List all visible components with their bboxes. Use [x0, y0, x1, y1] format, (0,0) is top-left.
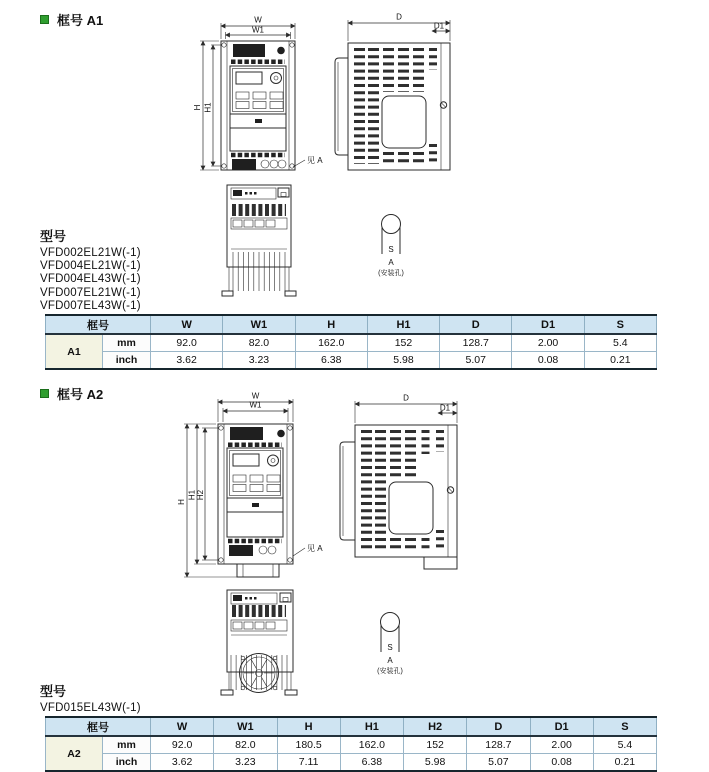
a2-dim-h1: H1	[187, 489, 197, 501]
a2-dim-h: H	[177, 499, 186, 505]
unit-cell: mm	[103, 736, 151, 754]
a2-dim-d: D	[403, 393, 409, 403]
value-cell: 128.7	[440, 334, 512, 352]
value-cell: 3.62	[151, 754, 214, 772]
a2-see-detail-label: 见 A	[307, 544, 323, 553]
unit-cell: inch	[103, 754, 151, 772]
dim-column-header: W	[151, 717, 214, 736]
a1-dim-h: H	[193, 104, 202, 111]
a2-hole-a-label: A	[387, 656, 393, 665]
a1-dim-d1: D1	[433, 21, 445, 31]
dim-column-header: S	[584, 315, 656, 334]
a1-front-view	[193, 16, 323, 171]
dim-column-header: H1	[340, 717, 403, 736]
value-cell: 128.7	[467, 736, 530, 754]
value-cell: 6.38	[340, 754, 403, 772]
section-heading-a1-label: 框号 A1	[57, 13, 104, 28]
dim-column-header: W	[151, 315, 223, 334]
value-cell: 5.4	[593, 736, 656, 754]
frame-label-cell: A1	[46, 334, 103, 369]
value-cell: 3.23	[223, 352, 295, 370]
a1-hole-caption: (安装孔)	[378, 270, 404, 277]
a1-dim-h1: H1	[203, 102, 213, 113]
table-row	[46, 754, 657, 772]
section-heading-a2	[40, 384, 103, 403]
value-cell: 0.08	[530, 754, 593, 772]
a1-dim-w1: W1	[252, 25, 264, 35]
value-cell: 5.98	[404, 754, 467, 772]
value-cell: 180.5	[277, 736, 340, 754]
section-heading-a1	[40, 10, 103, 29]
green-square-bullet-icon	[40, 15, 49, 24]
a2-bottom-view	[221, 590, 297, 695]
value-cell: 5.07	[467, 754, 530, 772]
a1-model-list	[40, 226, 141, 313]
a2-dim-h2: H2	[196, 489, 205, 501]
a2-hole-s-label: S	[387, 643, 393, 652]
table-row	[46, 352, 657, 370]
model-name: VFD007EL43W(-1)	[40, 299, 141, 312]
a1-hole-s-label: S	[388, 245, 394, 254]
dim-column-header: D1	[530, 717, 593, 736]
a2-side-view	[340, 394, 457, 570]
model-name: VFD002EL21W(-1)	[40, 247, 141, 259]
frame-header-cell: 框号	[46, 315, 151, 334]
dim-column-header: S	[593, 717, 656, 736]
a1-bottom-view	[222, 185, 296, 296]
a1-hole-a-label: A	[388, 258, 394, 267]
section-heading-a2-label: 框号 A2	[57, 387, 104, 402]
value-cell: 2.00	[512, 334, 584, 352]
value-cell: 82.0	[223, 334, 295, 352]
dim-column-header: H2	[404, 717, 467, 736]
value-cell: 92.0	[151, 736, 214, 754]
value-cell: 3.23	[214, 754, 277, 772]
unit-cell: mm	[103, 334, 151, 352]
value-cell: 5.4	[584, 334, 656, 352]
frame-a2-drawing	[175, 390, 470, 710]
value-cell: 5.07	[440, 352, 512, 370]
frame-a1-drawing	[185, 8, 470, 308]
frame-header-cell: 框号	[46, 717, 151, 736]
value-cell: 82.0	[214, 736, 277, 754]
table-row	[46, 334, 657, 352]
value-cell: 162.0	[295, 334, 367, 352]
a1-dim-w: W	[254, 15, 262, 25]
a2-hole-caption: (安装孔)	[377, 668, 403, 675]
table-row	[46, 736, 657, 754]
dim-column-header: W1	[223, 315, 295, 334]
dim-column-header: D	[440, 315, 512, 334]
a1-dimension-table	[45, 314, 657, 370]
a1-side-view	[335, 13, 450, 171]
value-cell: 152	[404, 736, 467, 754]
value-cell: 0.21	[593, 754, 656, 772]
a1-mounting-hole-detail	[378, 215, 404, 278]
a2-mounting-hole-detail	[377, 613, 403, 676]
green-square-bullet-icon	[40, 389, 49, 398]
dim-column-header: H	[277, 717, 340, 736]
a1-dim-d: D	[396, 12, 402, 22]
value-cell: 0.08	[512, 352, 584, 370]
value-cell: 6.38	[295, 352, 367, 370]
value-cell: 2.00	[530, 736, 593, 754]
a2-dim-d1: D1	[439, 403, 451, 413]
frame-label-cell: A2	[46, 736, 103, 771]
value-cell: 92.0	[151, 334, 223, 352]
dim-column-header: H1	[367, 315, 439, 334]
dim-column-header: D	[467, 717, 530, 736]
a1-models-title: 型号	[40, 229, 67, 244]
value-cell: 7.11	[277, 754, 340, 772]
value-cell: 3.62	[151, 352, 223, 370]
model-name: VFD007EL21W(-1)	[40, 286, 141, 299]
value-cell: 152	[367, 334, 439, 352]
a2-model-list	[40, 681, 141, 715]
a1-see-detail-label: 见 A	[307, 156, 323, 165]
value-cell: 0.21	[584, 352, 656, 370]
a2-dim-w1: W1	[249, 400, 262, 410]
a2-models-title: 型号	[40, 684, 67, 699]
dim-column-header: H	[295, 315, 367, 334]
dim-column-header: D1	[512, 315, 584, 334]
model-name: VFD004EL43W(-1)	[40, 273, 141, 286]
value-cell: 5.98	[367, 352, 439, 370]
model-name: VFD004EL21W(-1)	[40, 260, 141, 273]
a2-front-view	[177, 392, 323, 578]
model-name: VFD015EL43W(-1)	[40, 702, 141, 714]
dim-column-header: W1	[214, 717, 277, 736]
value-cell: 162.0	[340, 736, 403, 754]
a2-dim-w: W	[251, 391, 260, 401]
a2-dimension-table	[45, 716, 657, 772]
unit-cell: inch	[103, 352, 151, 370]
